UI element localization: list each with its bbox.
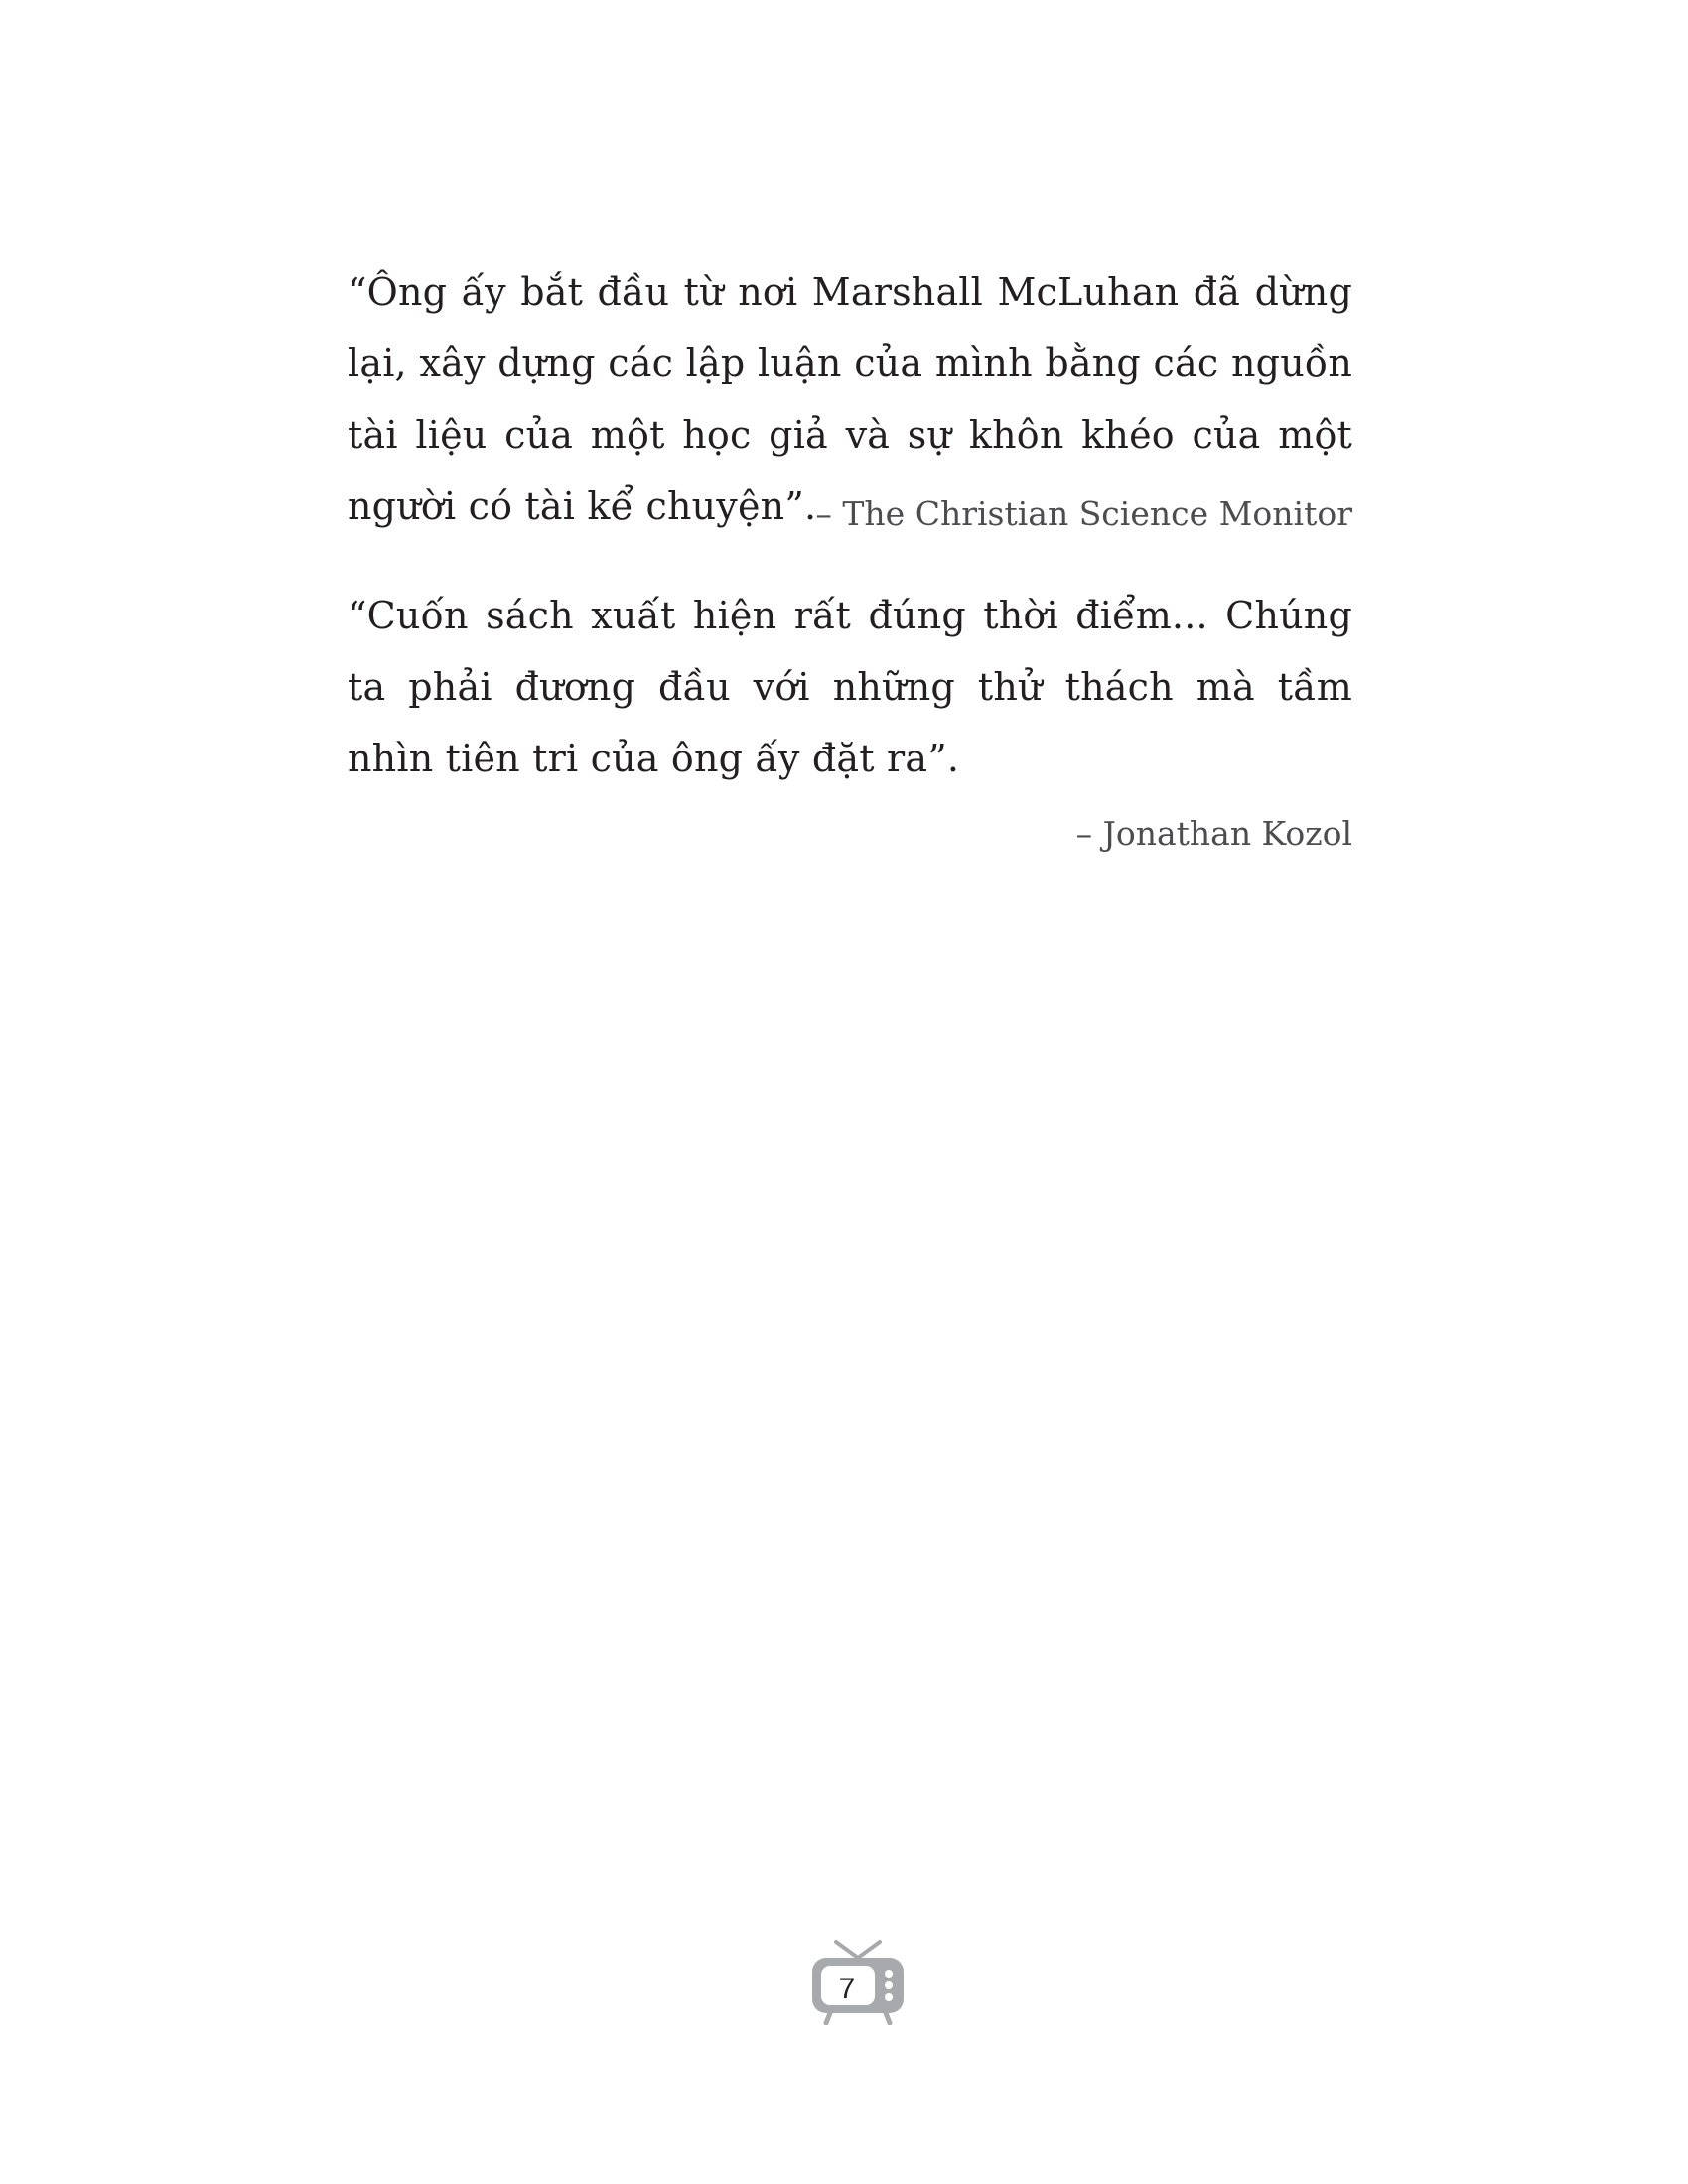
- quote-text: “Cuốn sách xuất hiện rất đúng thời điểm... Chúng ta phải đương đầu với những thử thách mà tầm nhìn tiên tri của ông ấy đặt ra”.: [348, 594, 1352, 780]
- page-number: 7: [838, 1973, 856, 2005]
- page-footer: [806, 1936, 910, 2025]
- quote-text: “Ông ấy bắt đầu từ nơi Marshall McLuhan đã dừng lại, xây dựng các lập luận của mình bằng các nguồn tài liệu của một học giả và sự khôn khéo của một người có tài kể chuyện”.: [348, 270, 1352, 528]
- quote-attribution: – Jonathan Kozol: [1075, 814, 1352, 853]
- quote-attribution: – The Christian Science Monitor: [815, 494, 1352, 533]
